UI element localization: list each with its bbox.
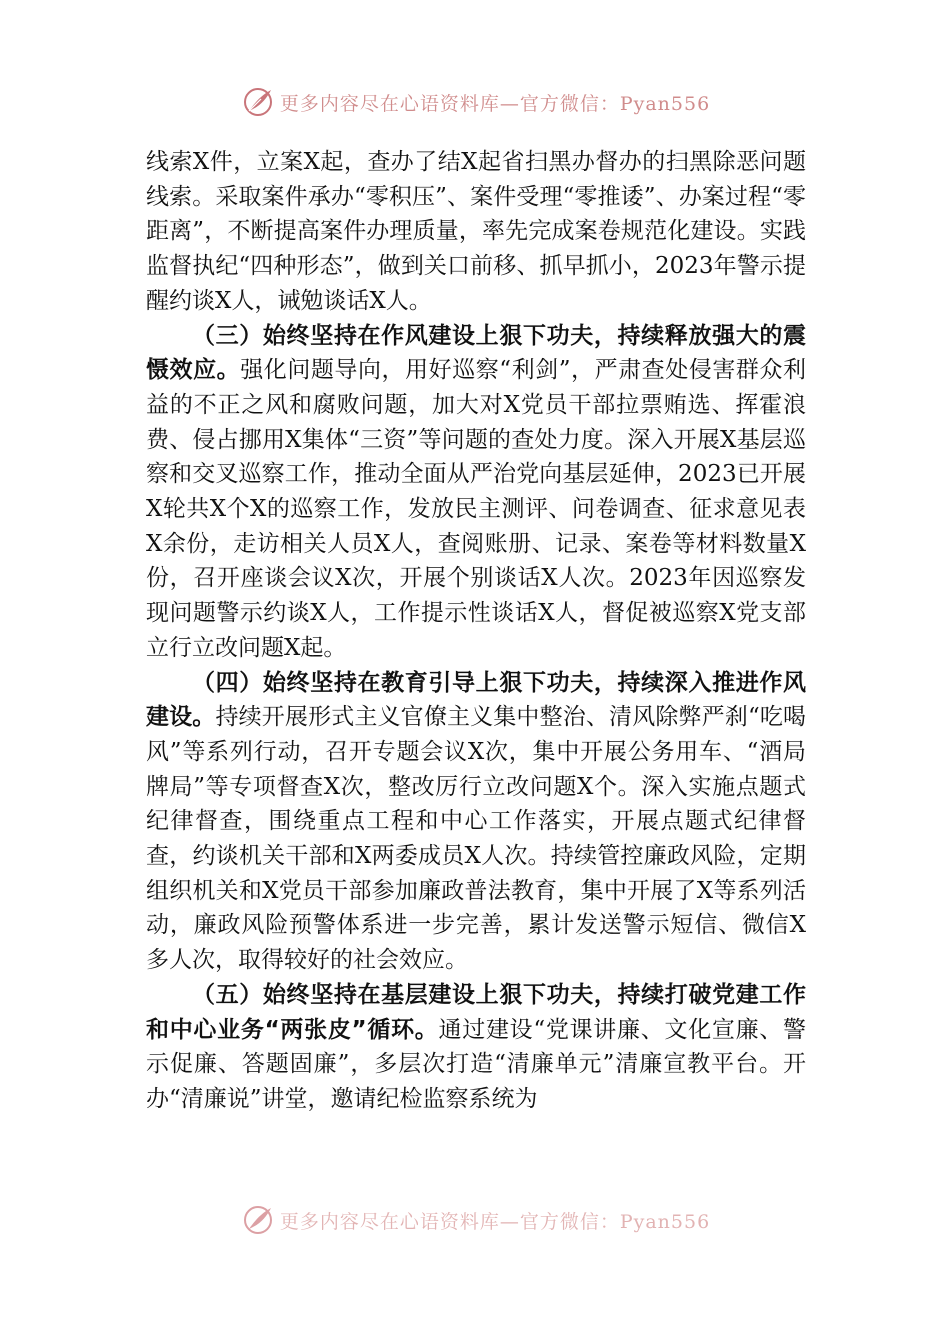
- watermark-text: 更多内容尽在心语资料库—官方微信：Pyan556: [279, 92, 711, 115]
- feather-pen-logo-icon: [240, 84, 276, 120]
- paragraph-section-5: [146, 978, 806, 1117]
- section-heading: （四）始终坚持在教育引导上狠下功夫，持续深入推进作风建设。: [146, 669, 806, 731]
- paragraph-text: 持续开展形式主义官僚主义集中整治、清风除弊严刹“吃喝风”等系列行动，召开专题会议X次，集中开展公务用车、“酒局牌局”等专项督查X次，整改厉行立改问题X个。深入实施点题式纪律督查，围绕重点工程和中心工作落实，开展点题式纪律督查，约谈机关干部和X两委成员X人次。持续管控廉政风险，定期组织机关和X党员干部参加廉政普法教育，集中开展了X等系列活动，廉政风险预警体系进一步完善，累计发送警示短信、微信X多人次，取得较好的社会效应。: [146, 704, 807, 974]
- paragraph-text: 线索X件，立案X起，查办了结X起省扫黑办督办的扫黑除恶问题线索。采取案件承办“零积压”、案件受理“零推诿”、办案过程“零距离”，不断提高案件办理质量，率先完成案卷规范化建设。实践监督执纪“四种形态”，做到关口前移、抓早抓小，2023年警示提醒约谈X人，诫勉谈话X人。: [146, 149, 806, 314]
- paragraph-section-4: [146, 666, 806, 978]
- paragraph-section-3: [146, 319, 806, 666]
- section-heading: （三）始终坚持在作风建设上狠下功夫，持续释放强大的震慑效应。: [146, 322, 806, 384]
- feather-pen-logo-icon: [240, 1204, 276, 1236]
- watermark-text: 更多内容尽在心语资料库—官方微信：Pyan556: [279, 1210, 711, 1233]
- document-body: [146, 145, 806, 1117]
- watermark-footer: [0, 1204, 950, 1236]
- watermark-header: [0, 82, 950, 122]
- paragraph-text: 通过建设“党课讲廉、文化宣廉、警示促廉、答题固廉”，多层次打造“清廉单元”清廉宣教平台。开办“清廉说”讲堂，邀请纪检监察系统为: [146, 1016, 807, 1112]
- paragraph-text: 强化问题导向，用好巡察“利剑”，严肃查处侵害群众利益的不正之风和腐败问题，加大对X党员干部拉票贿选、挥霍浪费、侵占挪用X集体“三资”等问题的查处力度。深入开展X基层巡察和交叉巡察工作，推动全面从严治党向基层延伸，2023已开展X轮共X个X的巡察工作，发放民主测评、问卷调查、征求意见表X余份，走访相关人员X人，查阅账册、记录、案卷等材料数量X份，召开座谈会议X次，开展个别谈话X人次。2023年因巡察发现问题警示约谈X人，工作提示性谈话X人，督促被巡察X党支部立行立改问题X起。: [146, 357, 806, 661]
- paragraph-continuation: [146, 145, 806, 319]
- section-heading: （五）始终坚持在基层建设上狠下功夫，持续打破党建工作和中心业务“两张皮”循环。: [146, 981, 806, 1043]
